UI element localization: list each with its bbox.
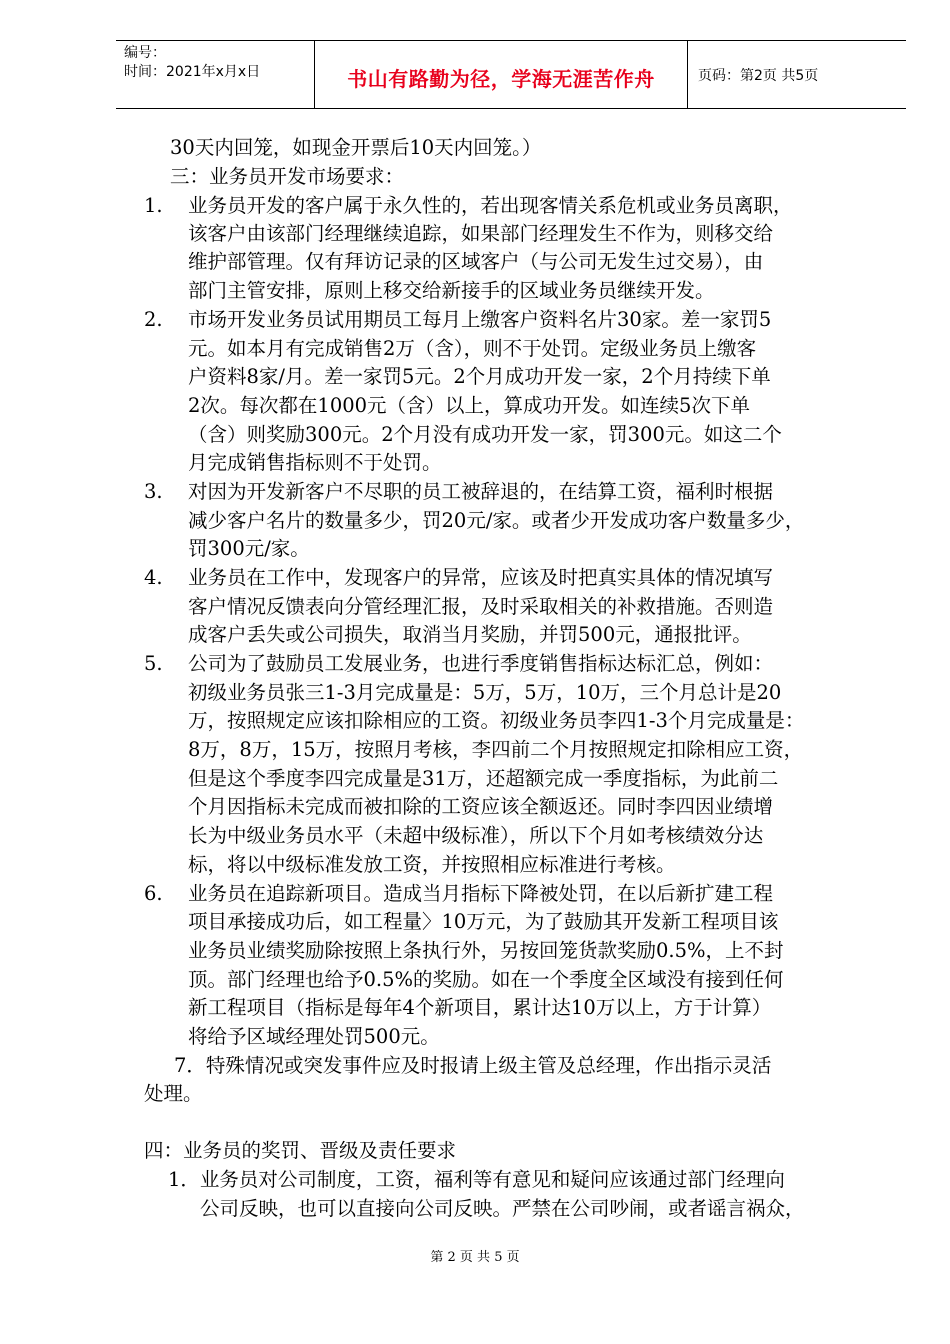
text-line: 1．业务员对公司制度，工资，福利等有意见和疑问应该通过部门经理向 xyxy=(168,1168,785,1191)
text-line: 业务员在工作中，发现客户的异常，应该及时把真实具体的情况填写 xyxy=(188,566,774,589)
text-line: 2次。每次都在1000元（含）以上，算成功开发。如连续5次下单 xyxy=(188,394,750,417)
text-line: 项目承接成功后，如工程量〉10万元，为了鼓励其开发新工程项目该 xyxy=(188,910,779,933)
text-line: 业务员开发的客户属于永久性的，若出现客情关系危机或业务员离职， xyxy=(188,194,793,217)
text-line: 客户情况反馈表向分管经理汇报，及时采取相关的补救措施。否则造 xyxy=(188,595,774,618)
text-line: 月完成销售指标则不于处罚。 xyxy=(188,451,442,474)
text-line: 处理。 xyxy=(144,1082,203,1105)
list-number: 3. xyxy=(144,480,163,503)
header-motto-cell xyxy=(315,41,688,108)
text-line: 标，将以中级标准发放工资，并按照相应标准进行考核。 xyxy=(188,853,676,876)
text-line: 8万，8万，15万，按照月考核，李四前二个月按照规定扣除相应工资， xyxy=(188,738,804,761)
section-heading-4: 四：业务员的奖罚、晋级及责任要求 xyxy=(144,1139,457,1162)
header-page-cell xyxy=(688,41,906,108)
text-line: （含）则奖励300元。2个月没有成功开发一家，罚300元。如这二个 xyxy=(188,423,782,446)
text-line: 市场开发业务员试用期员工每月上缴客户资料名片30家。差一家罚5 xyxy=(188,308,772,331)
text-line: 部门主管安排，原则上移交给新接手的区域业务员继续开发。 xyxy=(188,279,715,302)
document-header xyxy=(116,40,906,109)
list-number: 1. xyxy=(144,194,163,217)
list-number: 4. xyxy=(144,566,163,589)
text-line: 顶。部门经理也给予0.5%的奖励。如在一个季度全区域没有接到任何 xyxy=(188,968,784,991)
text-line: 30天内回笼，如现金开票后10天内回笼。） xyxy=(170,136,542,159)
header-meta-cell xyxy=(116,41,315,108)
text-line: 元。如本月有完成销售2万（含），则不于处罚。定级业务员上缴客 xyxy=(188,337,757,360)
text-line: 初级业务员张三1-3月完成量是：5万，5万，10万，三个月总计是20 xyxy=(188,681,782,704)
motto-text: 书山有路勤为径，学海无涯苦作舟 xyxy=(347,67,655,91)
text-line: 个月因指标未完成而被扣除的工资应该全额返还。同时李四因业绩增 xyxy=(188,795,774,818)
text-line: 将给予区域经理处罚500元。 xyxy=(188,1025,440,1048)
list-number: 2. xyxy=(144,308,163,331)
text-line: 罚300元/家。 xyxy=(188,537,310,560)
page-footer: 第 2 页 共 5 页 xyxy=(430,1250,520,1265)
text-line: 成客户丢失或公司损失，取消当月奖励，并罚500元，通报批评。 xyxy=(188,623,752,646)
list-number: 6. xyxy=(144,882,163,905)
text-line: 维护部管理。仅有拜访记录的区域客户（与公司无发生过交易），由 xyxy=(188,250,764,273)
text-line: 新工程项目（指标是每年4个新项目，累计达10万以上，方于计算） xyxy=(188,996,772,1019)
text-line: 公司为了鼓励员工发展业务，也进行季度销售指标达标汇总，例如： xyxy=(188,652,774,675)
list-number: 5. xyxy=(144,652,163,675)
text-line: 万，按照规定应该扣除相应的工资。初级业务员李四1-3个月完成量是： xyxy=(188,709,805,732)
text-line: 户资料8家/月。差一家罚5元。2个月成功开发一家，2个月持续下单 xyxy=(188,365,771,388)
text-line: 减少客户名片的数量多少，罚20元/家。或者少开发成功客户数量多少， xyxy=(188,509,805,532)
time-label: 时间：2021年x月x日 xyxy=(124,64,261,80)
text-line: 公司反映，也可以直接向公司反映。严禁在公司吵闹，或者谣言祸众， xyxy=(200,1197,805,1220)
text-line: 7．特殊情况或突发事件应及时报请上级主管及总经理，作出指示灵活 xyxy=(174,1054,772,1077)
text-line: 该客户由该部门经理继续追踪，如果部门经理发生不作为，则移交给 xyxy=(188,222,774,245)
text-line: 业务员业绩奖励除按照上条执行外，另按回笼货款奖励0.5%，上不封 xyxy=(188,939,784,962)
text-line: 对因为开发新客户不尽职的员工被辞退的，在结算工资，福利时根据 xyxy=(188,480,774,503)
text-line: 但是这个季度李四完成量是31万，还超额完成一季度指标，为此前二 xyxy=(188,767,779,790)
code-label: 编号： xyxy=(124,45,166,61)
page-label: 页码：第2页 共5页 xyxy=(698,68,819,84)
section-heading-3: 三：业务员开发市场要求： xyxy=(170,165,405,188)
text-line: 业务员在追踪新项目。造成当月指标下降被处罚，在以后新扩建工程 xyxy=(188,882,774,905)
text-line: 长为中级业务员水平（未超中级标准），所以下个月如考核绩效分达 xyxy=(188,824,764,847)
